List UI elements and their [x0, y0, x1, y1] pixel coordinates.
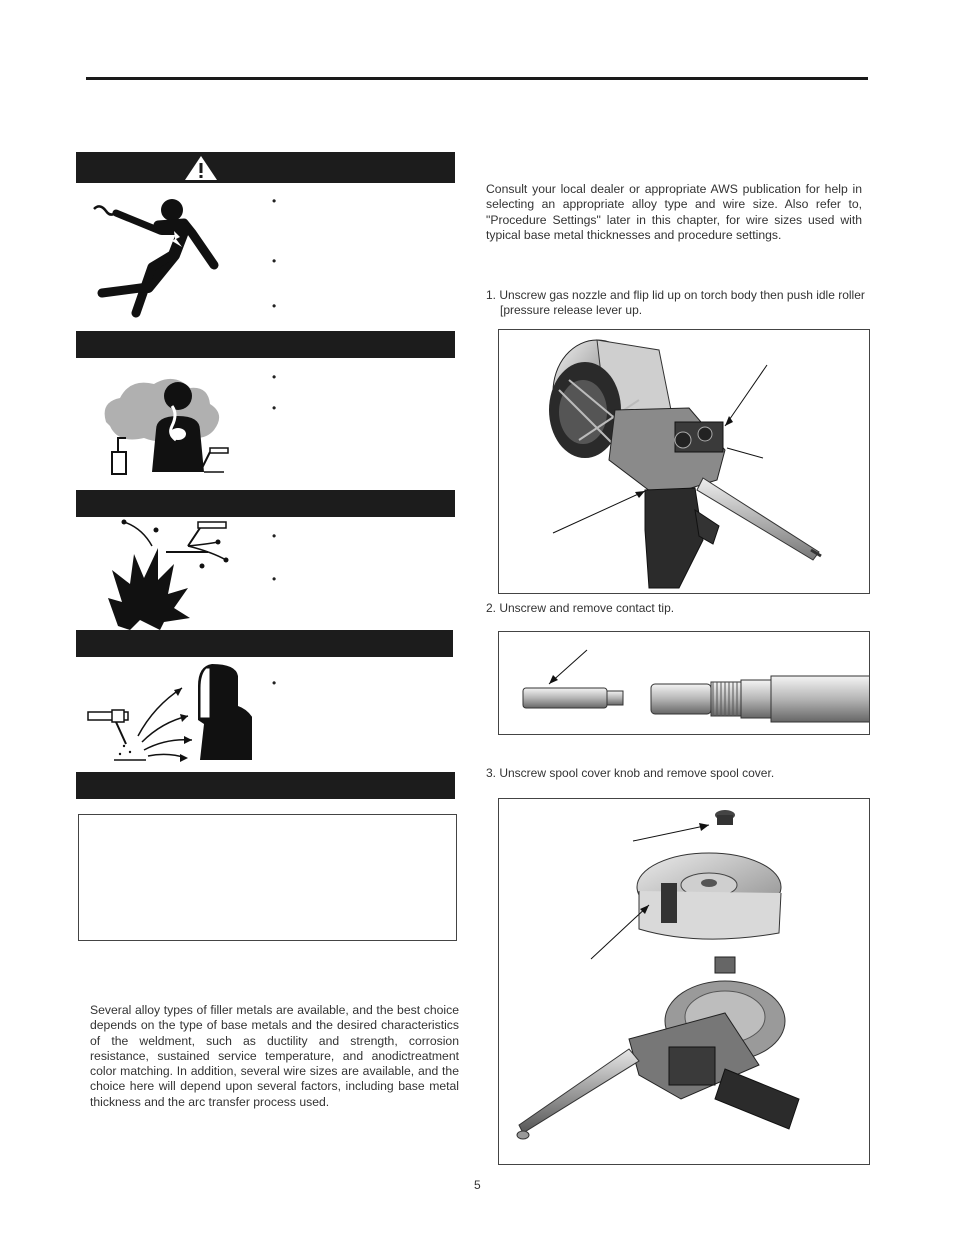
section-bar-fire	[76, 490, 455, 517]
bullet: •	[272, 254, 277, 268]
section-bar-note	[76, 772, 455, 799]
spool-gun-illustration	[499, 330, 869, 593]
filler-metals-paragraph: Several alloy types of filler metals are available, and the best choice depends on the type of base metals and the desired characteristics of the weldment, such as ductility and strength, corrosion resistance, sustained service temperature, and anodictreatment color matching. In addition, several wire sizes are available, and the choice here will depend upon several factors, including base metal thickness and the arc transfer process used.	[90, 1003, 459, 1109]
bullet: •	[272, 299, 277, 313]
bullet: •	[272, 529, 277, 543]
step-1-text: 1. Unscrew gas nozzle and flip lid up on torch body then push idle roller [pressure release lever up.	[486, 288, 865, 317]
note-box	[78, 814, 457, 941]
contact-tip-illustration	[499, 632, 869, 734]
figure-spool-cover	[498, 798, 870, 1165]
section-bar-fumes	[76, 331, 455, 358]
step-3-text: 3. Unscrew spool cover knob and remove spool cover.	[486, 766, 775, 780]
electric-shock-icon	[88, 193, 228, 321]
figure-torch-open-lid	[498, 329, 870, 594]
bullet: •	[272, 194, 277, 208]
header-rule	[86, 77, 868, 80]
intro-paragraph: Consult your local dealer or appropriate AWS publication for help in selecting an appropriate alloy type and wire size. Also refer to, "Procedure Settings" later in this chapter, for wire sizes used with typical base metal thicknesses and procedure settings.	[486, 182, 862, 242]
figure-contact-tip	[498, 631, 870, 735]
bullet: •	[272, 370, 277, 384]
page-number: 5	[474, 1178, 481, 1192]
arc-rays-icon	[86, 660, 252, 764]
step-2-text: 2. Unscrew and remove contact tip.	[486, 601, 675, 615]
bullet: •	[272, 401, 277, 415]
bullet: •	[272, 676, 277, 690]
fire-explosion-icon	[104, 518, 234, 630]
spool-cover-illustration	[499, 799, 869, 1164]
warning-header-bar	[76, 152, 455, 183]
section-bar-arc-rays	[76, 630, 453, 657]
warning-triangle-icon	[184, 155, 218, 181]
fumes-gases-icon	[98, 372, 240, 482]
bullet: •	[272, 572, 277, 586]
